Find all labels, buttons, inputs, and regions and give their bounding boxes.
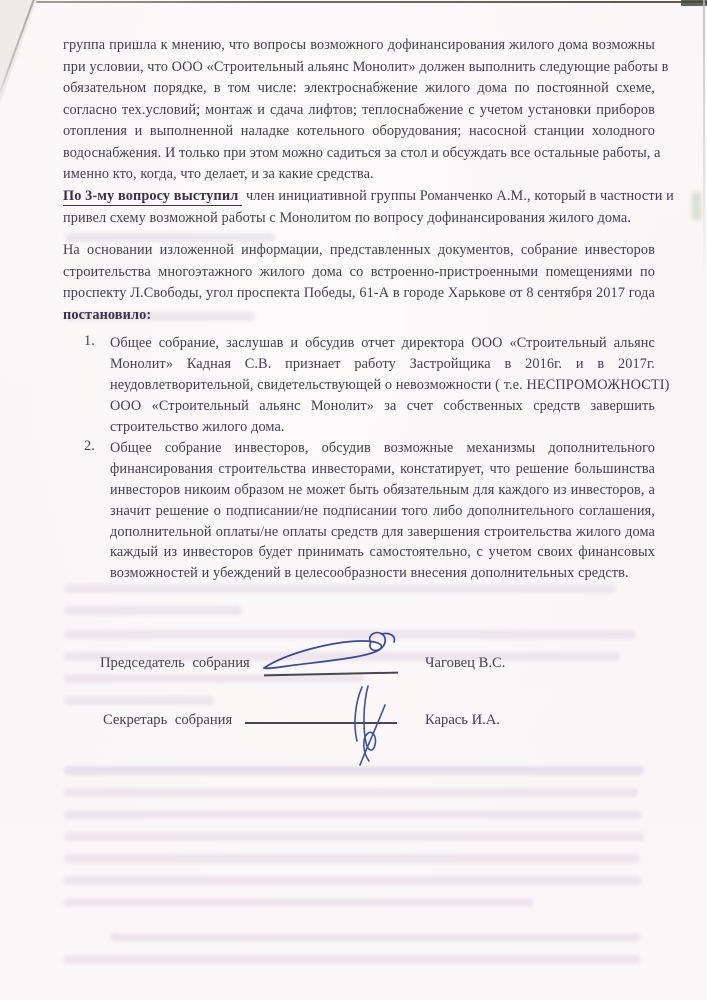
scan-right-smudge	[692, 192, 701, 220]
text-line: Общее собрание инвесторов, обсудив возможные механизмы дополнительного	[110, 440, 655, 456]
text-line: строительство жилого дома.	[110, 418, 285, 435]
text-line: отопления и выполненной наладке котельного оборудования; насосной станции холодного	[63, 123, 655, 139]
bleedthrough-line	[64, 584, 616, 593]
text-line: дополнительной оплаты/не оплаты средств для завершения строительства жилого дома	[110, 523, 655, 540]
text-line: согласно тех.условий; монтаж и сдача лифтов; теплоснабжение с учетом установки приборов	[63, 101, 655, 118]
text-line: Монолит» Кадная С.В. признает работу Застройщика в 2016г. и в 2017г.	[110, 355, 655, 372]
text-fragment: член инициативной группы Романченко А.М., который в частности и	[246, 188, 674, 204]
text-line: инвесторов никоим образом не может быть обязательным для каждого из инвесторов, а	[110, 481, 655, 498]
list-number: 2.	[84, 438, 95, 454]
text-line: Общее собрание, заслушав и обсудив отчет директора ООО «Строительный альянс	[110, 335, 655, 351]
text-line: именно кто, когда, что делает, и за какие средства.	[63, 166, 374, 182]
bleedthrough-line	[64, 810, 642, 819]
chairman-role-label: Председатель собрания	[100, 655, 250, 671]
text-line: возможностей и убеждений в целесообразности внесения дополнительных средств.	[110, 565, 629, 582]
secretary-signature-ink	[338, 683, 400, 769]
resolved-keyword: постановило:	[63, 306, 152, 323]
chairman-signature-ink	[258, 628, 408, 678]
secretary-role-label: Секретарь собрания	[103, 712, 233, 728]
text-line: значит решение о подписании/не подписании того либо дополнительного соглашения,	[110, 502, 655, 519]
bleedthrough-line	[64, 696, 214, 705]
question-3-heading: По 3-му вопросу выступил	[63, 188, 242, 206]
text-line: строительства многоэтажного жилого дома со встроенно-пристроенными помещениями по	[63, 263, 655, 280]
text-line: группа пришла к мнению, что вопросы возможного дофинансирования жилого дома возможны	[63, 37, 655, 53]
text-line: каждый из инвесторов будет принимать самостоятельно, с учетом своих финансовых	[110, 544, 655, 561]
scan-corner-fold	[0, 0, 40, 108]
text-line: при условии, что ООО «Строительный альянс Монолит» должен выполнить следующие работы в	[63, 58, 669, 75]
bleedthrough-line	[64, 832, 644, 841]
text-line: ООО «Строительный альянс Монолит» за счет собственных средств завершить	[110, 397, 655, 414]
text-line: неудовлетворительной, свидетельствующей о невозможности ( т.е. НЕСПРОМОЖНОСТІ)	[110, 376, 670, 393]
resolution-item-2	[84, 438, 655, 584]
text-line: обязательном порядке, в том числе: электроснабжение жилого дома по постоянной схеме,	[63, 80, 655, 96]
text-line: водоснабжения. И только при этом можно садиться за стол и обсуждать все остальные работы, а	[63, 144, 661, 161]
text-line: На основании изложенной информации, представленных документов, собрание инвесторов	[63, 242, 655, 258]
text-line: финансирования строительства инвесторами, констатирует, что решение большинства	[110, 460, 655, 477]
bleedthrough-line	[110, 933, 640, 942]
bleedthrough-line	[64, 854, 640, 863]
scan-right-edge	[703, 0, 705, 280]
chairman-name: Чаговец В.С.	[425, 655, 506, 671]
scan-top-edge	[28, 1, 707, 3]
list-number: 1.	[84, 333, 95, 349]
secretary-name: Карась И.А.	[425, 712, 500, 728]
bleedthrough-line	[64, 955, 640, 964]
paragraph-resolution-intro	[63, 240, 655, 326]
bleedthrough-line	[64, 606, 242, 615]
text-line: привел схему возможной работы с Монолитом по вопросу дофинансирования жилого дома.	[63, 209, 632, 226]
bleedthrough-line	[64, 898, 534, 907]
bleedthrough-line	[64, 876, 642, 885]
bleedthrough-line	[64, 788, 638, 797]
text-line	[63, 186, 674, 208]
paragraph-opening	[63, 35, 669, 186]
resolution-item-1	[84, 333, 670, 437]
text-line: проспекту Л.Свободы, угол проспекта Победы, 61-А в городе Харькове от 8 сентября 2017 года	[63, 285, 655, 301]
paragraph-question-3	[63, 186, 674, 229]
